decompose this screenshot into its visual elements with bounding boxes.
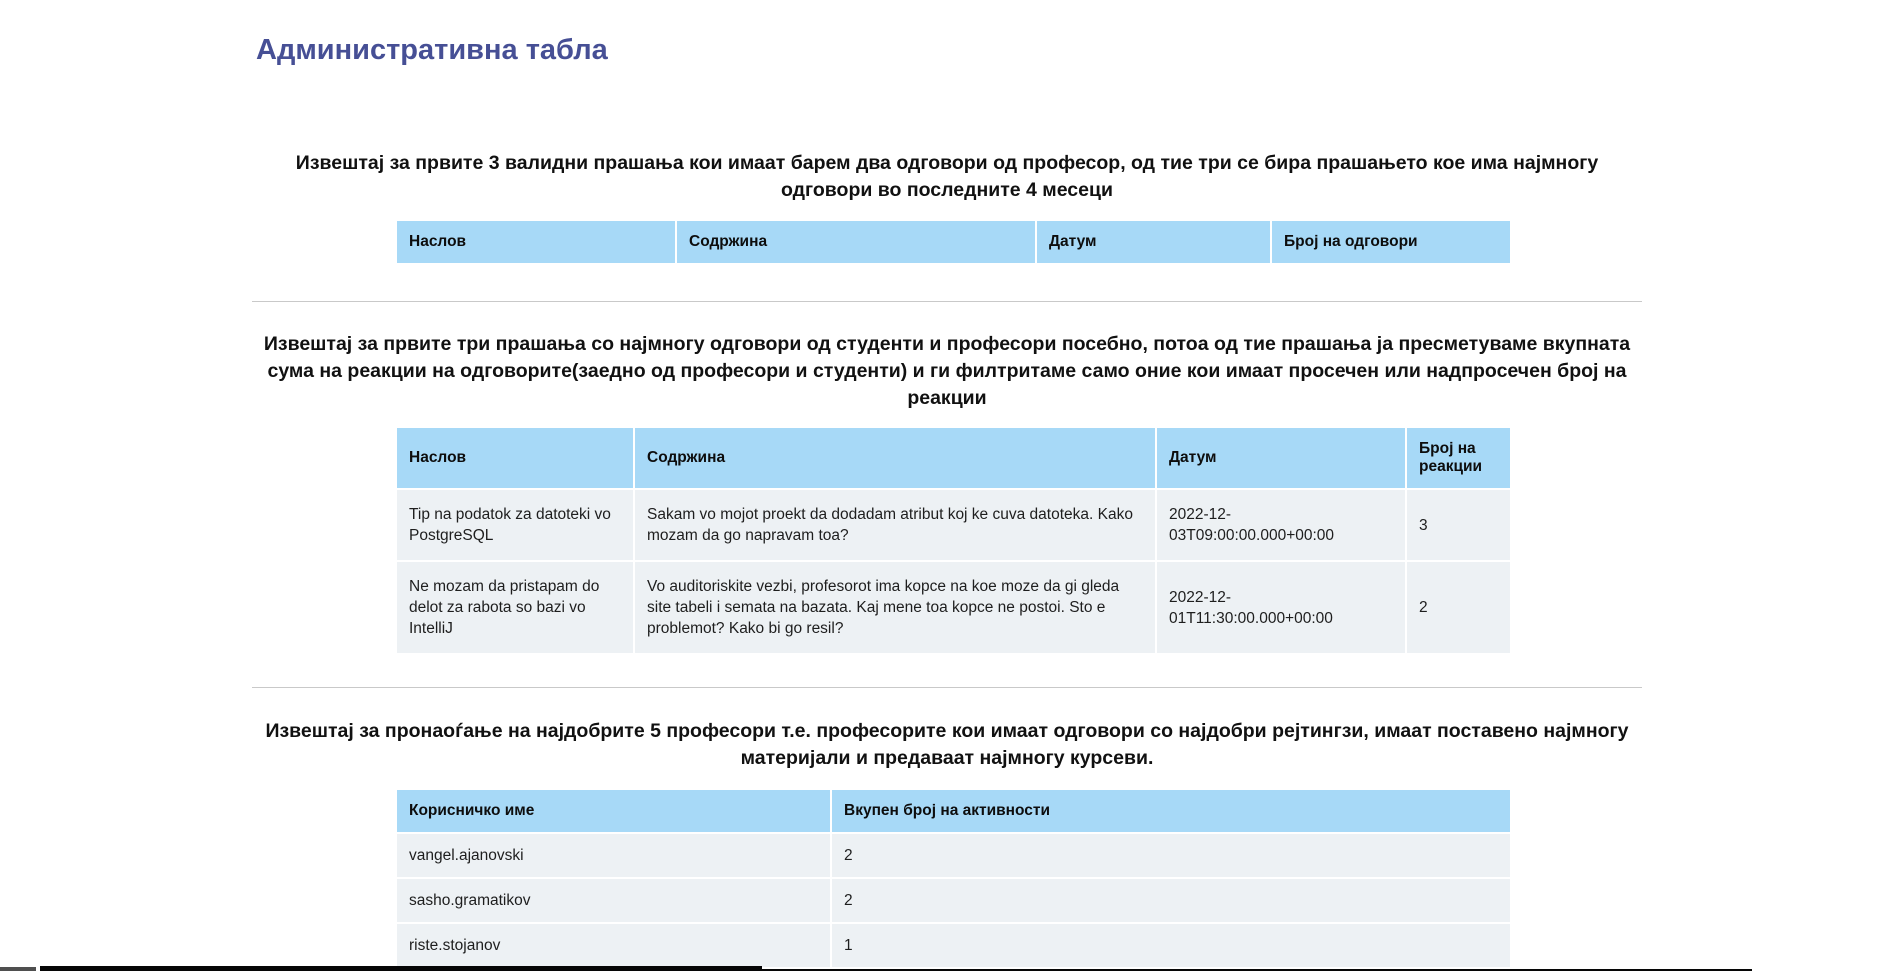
table-cell: 2022-12-03T09:00:00.000+00:00 (1156, 489, 1406, 561)
column-header-answer-count: Број на одговори (1271, 220, 1511, 264)
section-heading: Извештај за првите три прашања со најмногу одговори од студенти и професори посебно, потоа од тие прашања ја пресметуваме вкупната сума на реакции на одговорите(заедно од професори и студенти) и ги филтритаме само оние кои имаат просечен или надпросечен број на реакции (263, 333, 1631, 409)
section-heading: Извештај за првите 3 валидни прашања кои имаат барем два одговори од професор, од тие три се бира прашањето кое има најмногу одговори во последните 4 месеци (295, 152, 1599, 201)
table-row (396, 878, 1511, 923)
table-cell: Tip na podatok za datoteki vo PostgreSQL (396, 489, 634, 561)
table-cell: Vo auditoriskite vezbi, profesorot ima kopce na koe moze da gi gleda site tabeli i semata na bazata. Kaj mene toa kopce ne postoi. Sto e problemot? Kako bi go resil? (634, 561, 1156, 654)
column-header-content: Содржина (676, 220, 1036, 264)
table-cell: Ne mozam da pristapam do delot za rabota so bazi vo IntelliJ (396, 561, 634, 654)
report-section-top-professors (252, 718, 1642, 954)
bottom-scrollbar-thumb (40, 966, 762, 971)
table-cell: 2 (1406, 561, 1511, 654)
column-header-date: Датум (1156, 427, 1406, 489)
column-header-content: Содржина (634, 427, 1156, 489)
table-cell: Sakam vo mojot proekt da dodadam atribut koj ke cuva datoteka. Kako mozam da go napravam toa? (634, 489, 1156, 561)
column-header-activity-count: Вкупен број на активности (831, 789, 1511, 833)
table-cell: 2022-12-01T11:30:00.000+00:00 (1156, 561, 1406, 654)
report-table-top-professors (395, 788, 1512, 969)
table-cell: sasho.gramatikov (396, 878, 831, 923)
section-divider (252, 301, 1642, 302)
section-divider (252, 687, 1642, 688)
column-header-username: Корисничко име (396, 789, 831, 833)
table-row (396, 489, 1511, 561)
table-cell: 2 (831, 833, 1511, 878)
table-row (396, 833, 1511, 878)
table-header-row (396, 220, 1511, 264)
table-row (396, 561, 1511, 654)
table-viewport-clip (252, 788, 1642, 954)
table-cell: 2 (831, 878, 1511, 923)
column-header-reaction-count: Број на реакции (1406, 427, 1511, 489)
content-area (252, 30, 1642, 954)
section-heading: Извештај за пронаоѓање на најдобрите 5 професори т.е. професорите кои имаат одговори со најдобри рејтингзи, имаат поставено најмногу материјали и предаваат најмногу курсеви. (265, 720, 1629, 769)
report-section-reactions (252, 331, 1642, 655)
table-header-row (396, 789, 1511, 833)
table-cell: vangel.ajanovski (396, 833, 831, 878)
column-header-title: Наслов (396, 220, 676, 264)
report-table-valid-questions (395, 219, 1512, 265)
column-header-title: Наслов (396, 427, 634, 489)
table-row (396, 923, 1511, 968)
report-section-valid-questions (252, 150, 1642, 265)
bottom-edge-segment-left (0, 967, 36, 971)
table-header-row (396, 427, 1511, 489)
table-cell: 3 (1406, 489, 1511, 561)
table-cell: 1 (831, 923, 1511, 968)
page-title: Административна табла (256, 34, 608, 66)
column-header-date: Датум (1036, 220, 1271, 264)
report-table-reactions (395, 426, 1512, 655)
table-cell: riste.stojanov (396, 923, 831, 968)
